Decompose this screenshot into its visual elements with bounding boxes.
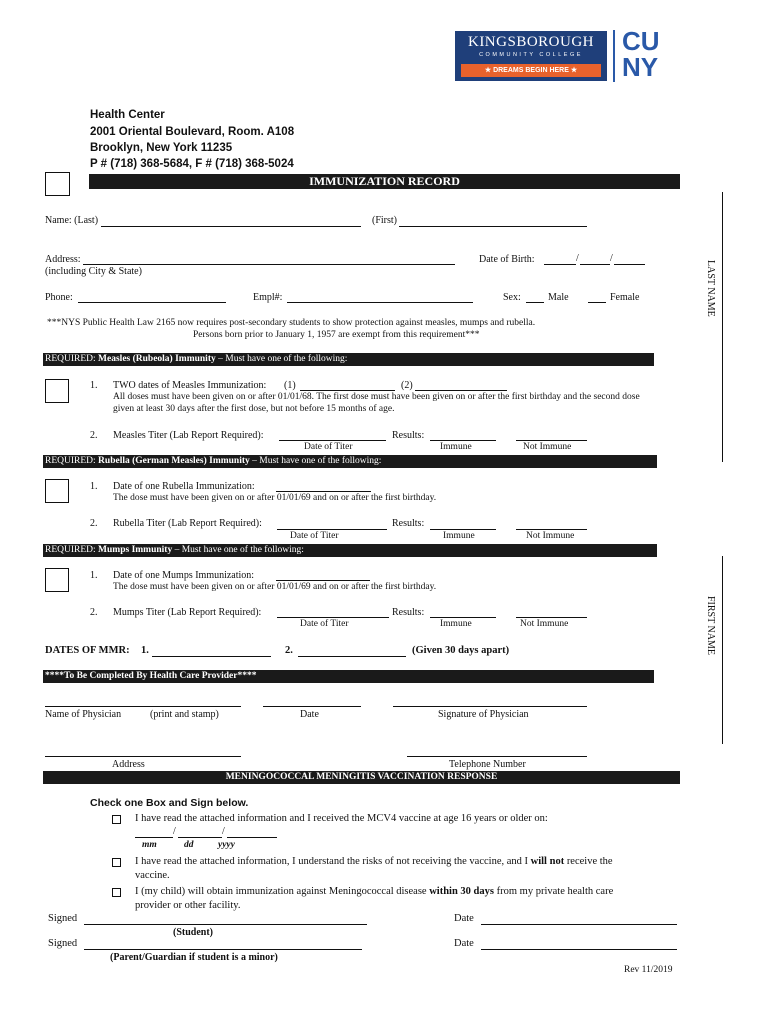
label-male: Male [548,292,569,303]
mumps-item2: Mumps Titer (Lab Report Required): [113,607,262,618]
logo-kingsborough: KINGSBOROUGH [467,34,594,50]
mening-option-3-line2: provider or other facility. [135,900,241,911]
mumps-not-immune-field[interactable] [516,617,587,618]
physician-name-field[interactable] [45,706,241,707]
mening-option-3c: from my private health care [494,886,614,897]
measles-n2: 2. [90,430,98,441]
provider-telephone-field[interactable] [407,756,587,757]
rubella-immune-field[interactable] [430,529,496,530]
mening-bar-text: MENINGOCOCCAL MENINGITIS VACCINATION RESPONSE [225,772,498,782]
label-first: (First) [372,215,397,226]
measles-checkbox[interactable] [45,379,69,403]
label-provider-date: Date [300,709,319,720]
mening-option-2-line2: vaccine. [135,870,170,881]
rubella-bar-rest: – Must have one of the following: [249,456,382,466]
title-bar [89,174,680,189]
office-use-checkbox[interactable] [45,172,70,196]
header-line-1: Health Center [90,109,165,121]
mumps-immune-field[interactable] [430,617,496,618]
mcv4-slash-2: / [222,826,225,837]
label-student: (Student) [173,927,214,938]
measles-titer-date-field[interactable] [279,440,386,441]
measles-bar-rest: – Must have one of the following: [215,354,348,364]
empl-field[interactable] [287,302,473,303]
sex-female-field[interactable] [588,302,606,303]
mumps-dose-field[interactable] [276,580,370,581]
header-line-2: 2001 Oriental Boulevard, Room. A108 [90,126,295,138]
mumps-note1: The dose must have been given on or after 01/01/69 and on or after the first birthday. [113,582,437,592]
mumps-bar [43,544,657,557]
label-female: Female [610,292,640,303]
mumps-item1: Date of one Mumps Immunization: [113,570,255,581]
rubella-date-titer-label: Date of Titer [290,531,339,541]
label-dob: Date of Birth: [479,254,535,265]
mumps-n2: 2. [90,607,98,618]
label-address: Address: [45,254,81,265]
rubella-bar [43,455,657,468]
measles-date-titer-label: Date of Titer [304,442,353,452]
rubella-results: Results: [392,518,425,529]
logo-tagline [461,64,601,77]
measles-item1: TWO dates of Measles Immunization: [113,380,267,391]
page-title: IMMUNIZATION RECORD [309,174,460,188]
mening-option-3a: I (my child) will obtain immunization against Meningococcal disease [135,886,430,897]
dob-month-field[interactable] [544,264,576,265]
mcv4-year-field[interactable] [227,837,277,838]
rubella-n2: 2. [90,518,98,529]
mening-option-1-checkbox[interactable] [112,815,121,824]
label-print-stamp: (print and stamp) [150,709,219,720]
rubella-bar-req: REQUIRED: [45,456,99,466]
mmr-given: (Given 30 days apart) [412,645,510,656]
label-date-parent: Date [454,938,474,949]
measles-item2: Measles Titer (Lab Report Required): [113,430,264,441]
measles-p1: (1) [284,380,296,391]
mening-check-instruction: Check one Box and Sign below. [90,797,249,809]
mmr-date2-field[interactable] [298,656,406,657]
rubella-not-immune-label: Not Immune [526,531,575,541]
rubella-bar-title: Rubella (German Measles) Immunity [98,456,250,466]
dob-day-field[interactable] [580,264,610,265]
student-date-field[interactable] [481,924,677,925]
logo-community-college: COMMUNITY COLLEGE [479,52,583,58]
label-signature: Signature of Physician [438,709,529,720]
mcv4-day-field[interactable] [178,837,222,838]
law-note-2: Persons born prior to January 1, 1957 are exempt from this requirement*** [193,330,480,340]
header-line-4: P # (718) 368-5684, F # (718) 368-5024 [90,158,294,170]
mumps-n1: 1. [90,570,98,581]
label-dd: dd [184,840,194,850]
dob-year-field[interactable] [614,264,645,265]
label-provider-address: Address [112,759,145,770]
sex-male-field[interactable] [526,302,544,303]
physician-signature-field[interactable] [393,706,587,707]
label-name-last: Name: (Last) [45,215,99,226]
rubella-dose-field[interactable] [276,491,371,492]
logo-divider [613,30,615,82]
first-name-field[interactable] [399,226,587,227]
mumps-bar-title: Mumps Immunity [98,545,173,555]
mumps-results: Results: [392,607,425,618]
dob-slash-1: / [576,253,579,264]
measles-note2: given at least 30 days after the first dose, but not before 15 months of age. [113,404,395,414]
last-name-field[interactable] [101,226,361,227]
mening-option-1: I have read the attached information and I received the MCV4 vaccine at age 16 years or older on: [135,813,548,824]
label-yyyy: yyyy [218,840,235,850]
kingsborough-logo [455,31,607,81]
address-field[interactable] [83,264,455,265]
label-parent: (Parent/Guardian if student is a minor) [110,952,278,963]
mumps-bar-req: REQUIRED: [45,545,99,555]
label-phone: Phone: [45,292,73,303]
measles-dose2-field[interactable] [415,390,507,391]
mumps-checkbox[interactable] [45,568,69,592]
mumps-date-titer-label: Date of Titer [300,619,349,629]
measles-bar-title: Measles (Rubeola) Immunity [98,354,216,364]
rubella-not-immune-field[interactable] [516,529,587,530]
mening-bar [43,771,680,784]
measles-n1: 1. [90,380,98,391]
label-empl: Empl#: [253,292,283,303]
label-telephone: Telephone Number [449,759,526,770]
mumps-not-immune-label: Not Immune [520,619,569,629]
physician-date-field[interactable] [263,706,361,707]
mening-option-2-line1 [135,856,613,867]
mening-option-2c: receive the [564,856,613,867]
mening-option-2-checkbox[interactable] [112,858,121,867]
mening-option-2a: I have read the attached information, I understand the risks of not receiving the vaccine, and I [135,856,531,867]
label-date-student: Date [454,913,474,924]
mcv4-slash-1: / [173,826,176,837]
label-physician: Name of Physician [45,709,122,720]
rubella-n1: 1. [90,481,98,492]
mumps-immune-label: Immune [440,619,472,629]
side-last-name: LAST NAME [705,260,716,317]
rubella-item1: Date of one Rubella Immunization: [113,481,255,492]
measles-immune-field[interactable] [430,440,496,441]
measles-note1: All doses must have been given on or after 01/01/68. The first dose must have been given on or after the first birthday and the second dose [113,392,640,402]
provider-bar [43,670,654,683]
provider-address-field[interactable] [45,756,241,757]
measles-dose1-field[interactable] [300,390,395,391]
mening-option-2b: will not [530,856,565,867]
mmr-n1: 1. [141,645,149,656]
measles-immune-label: Immune [440,442,472,452]
provider-bar-text: ****To Be Completed By Health Care Provider**** [45,671,257,681]
mening-option-3-line1 [135,886,613,897]
cuny-logo-top: CU [622,26,660,56]
phone-field[interactable] [78,302,226,303]
label-address-note: (including City & State) [45,266,142,277]
logo-tagline-text: ★ DREAMS BEGIN HERE ★ [484,67,578,74]
parent-signature-field[interactable] [84,949,362,950]
measles-not-immune-field[interactable] [516,440,587,441]
rubella-titer-date-field[interactable] [277,529,387,530]
mmr-label: DATES OF MMR: [45,645,130,656]
label-sex: Sex: [503,292,521,303]
measles-bar-req: REQUIRED: [45,354,99,364]
measles-bar [43,353,654,366]
mmr-date1-field[interactable] [152,656,271,657]
cuny-logo-bottom: NY [622,52,659,82]
label-signed-student: Signed [48,913,78,924]
mmr-n2: 2. [285,645,293,656]
revision-date: Rev 11/2019 [624,965,673,975]
mumps-titer-date-field[interactable] [277,617,389,618]
rubella-note1: The dose must have been given on or after 01/01/69 and on or after the first birthday. [113,493,437,503]
label-signed-parent: Signed [48,938,78,949]
dob-slash-2: / [610,253,613,264]
mumps-bar-rest: – Must have one of the following: [172,545,304,555]
rubella-item2: Rubella Titer (Lab Report Required): [113,518,262,529]
rubella-immune-label: Immune [443,531,475,541]
mening-option-3-checkbox[interactable] [112,888,121,897]
side-first-name: FIRST NAME [705,596,716,655]
measles-not-immune-label: Not Immune [523,442,572,452]
student-signature-field[interactable] [84,924,367,925]
header-line-3: Brooklyn, New York 11235 [90,142,233,154]
label-mm: mm [142,840,157,850]
law-note-1: ***NYS Public Health Law 2165 now requires post-secondary students to show protection against measles, mumps and rubella. [47,318,536,328]
measles-results: Results: [392,430,425,441]
mening-option-3b: within 30 days [429,886,494,897]
side-line-bottom [722,556,723,744]
rubella-checkbox[interactable] [45,479,69,503]
measles-p2: (2) [401,380,413,391]
parent-date-field[interactable] [481,949,677,950]
mcv4-month-field[interactable] [135,837,173,838]
side-line-top [722,192,723,462]
